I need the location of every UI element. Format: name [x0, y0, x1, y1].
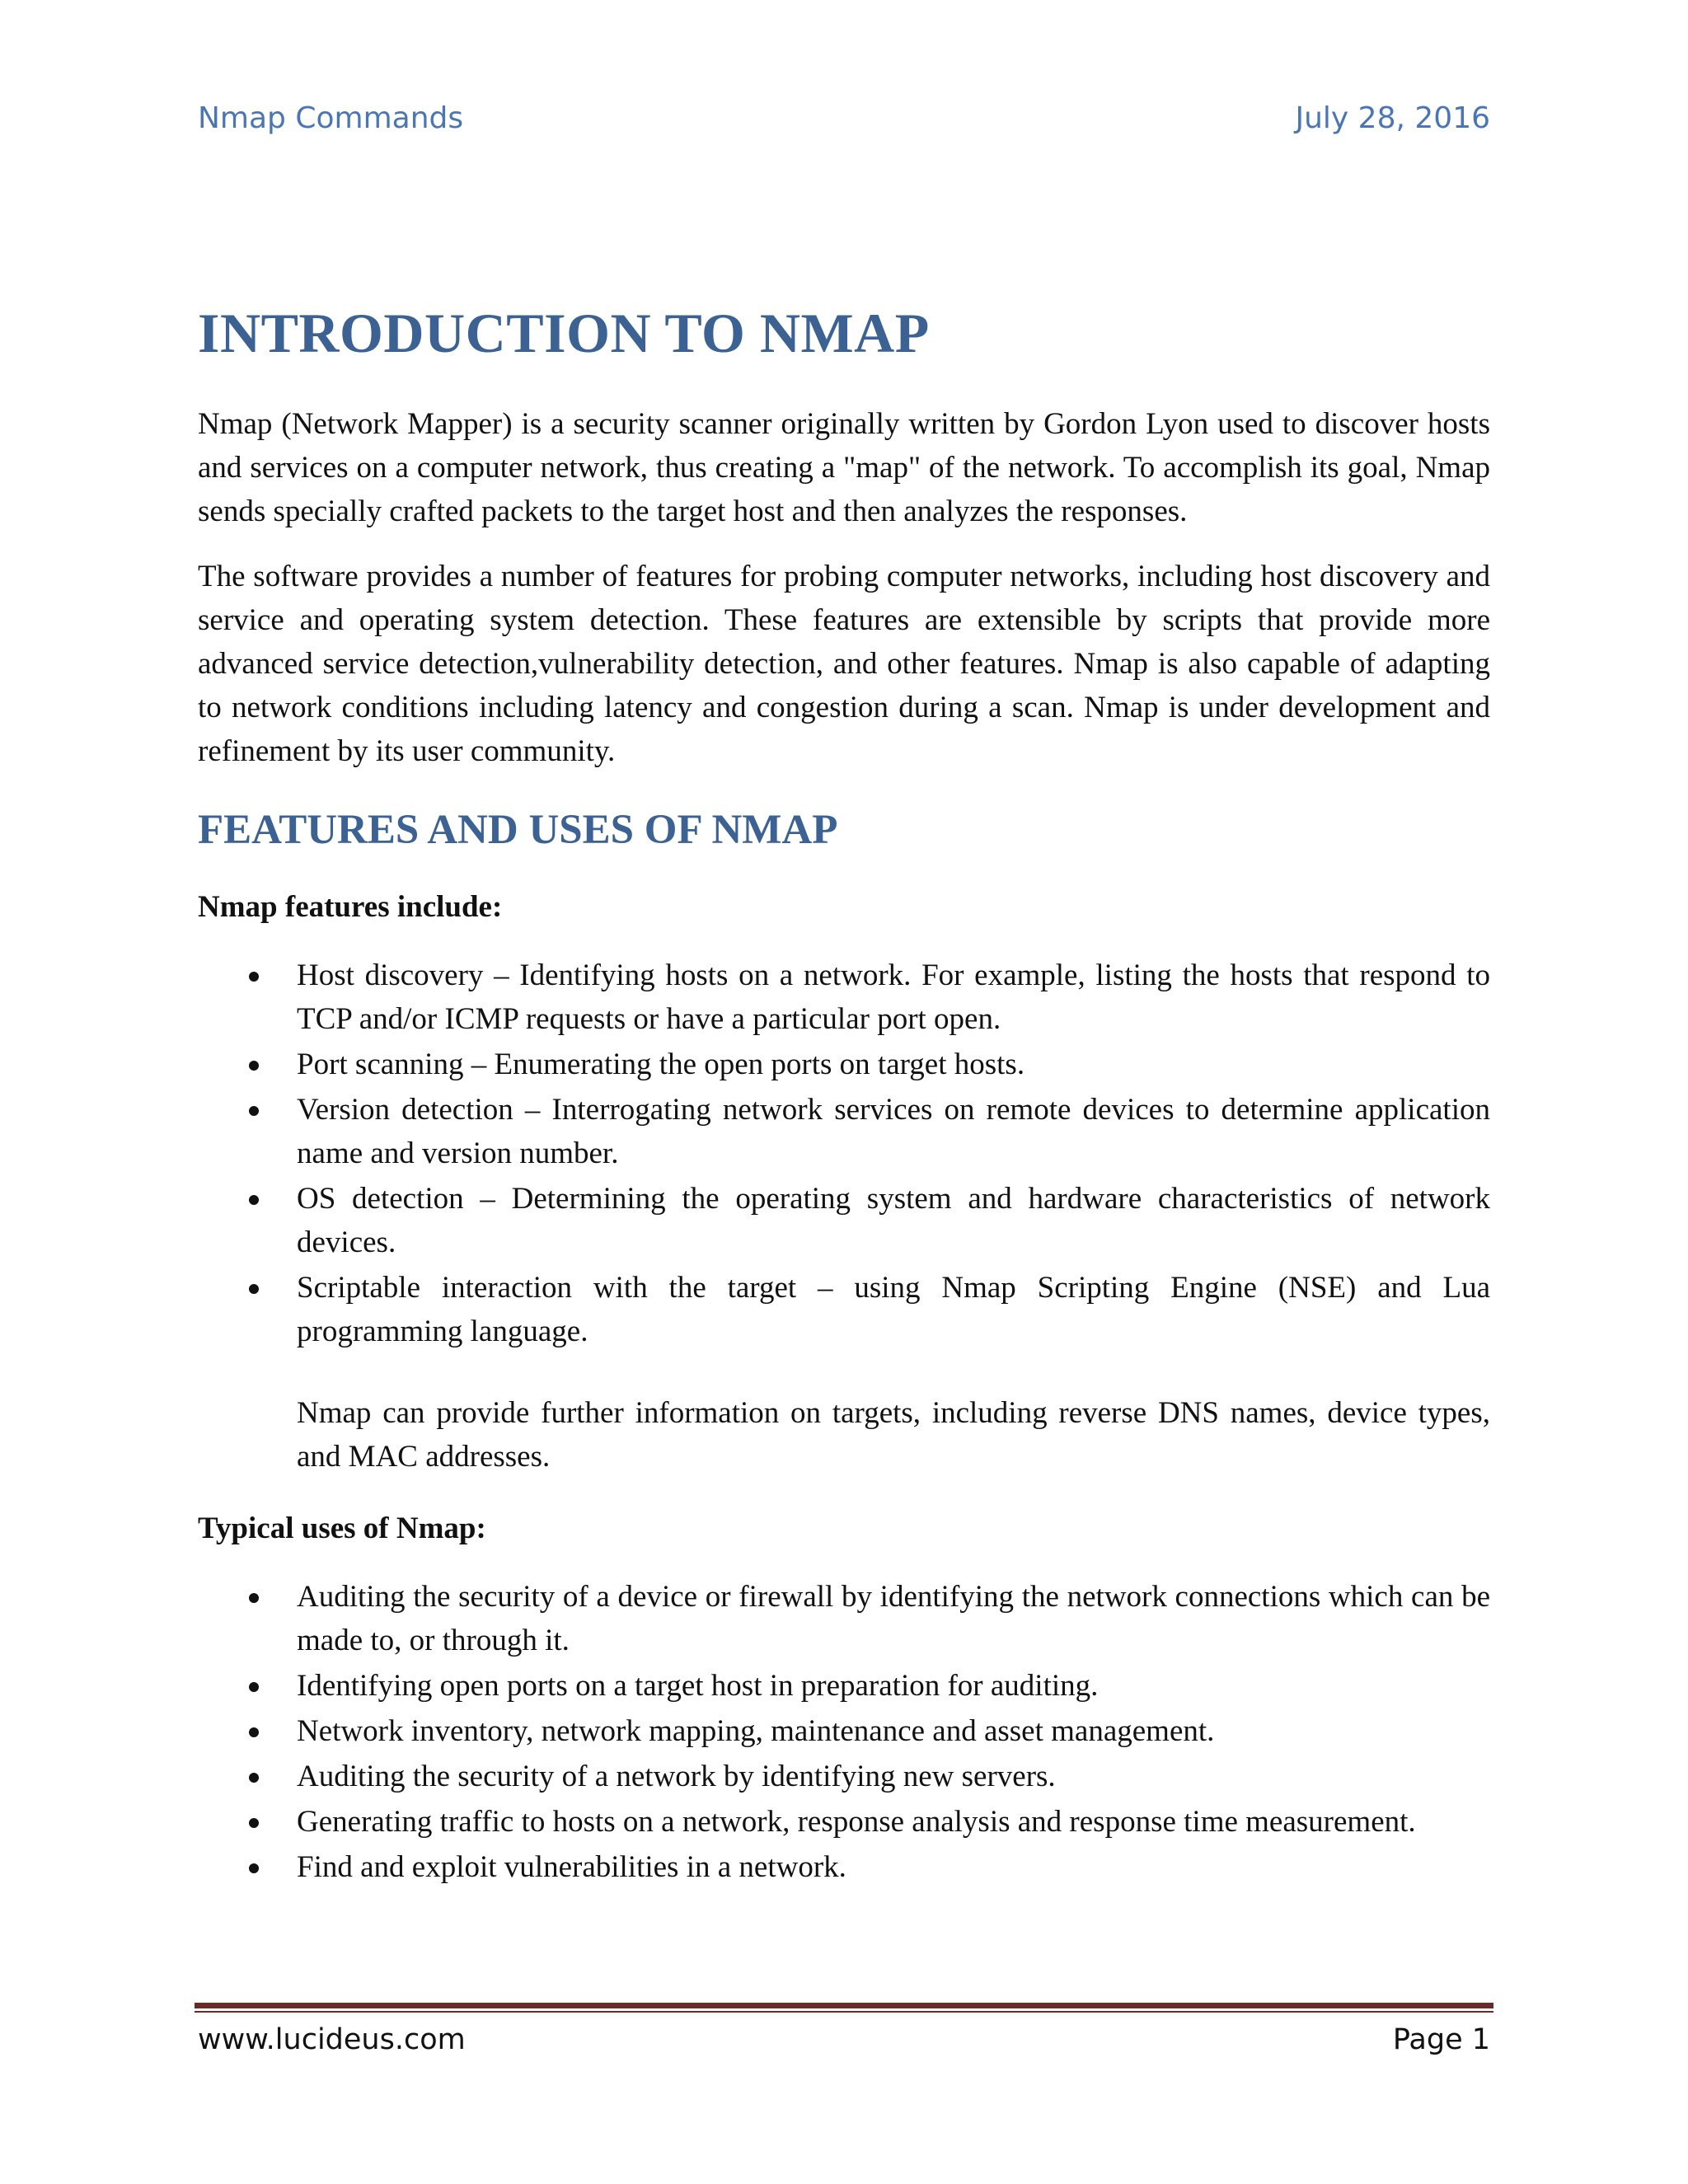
- footer-divider-thick: [195, 2003, 1493, 2008]
- bullet-icon: [249, 972, 259, 982]
- list-item-text: Scriptable interaction with the target – using Nmap Scripting Engine (NSE) and Lua programming language.: [297, 1271, 1490, 1348]
- list-item: [297, 1043, 1490, 1086]
- list-item: [297, 1845, 1490, 1889]
- list-item: [297, 1575, 1490, 1662]
- list-item: [297, 1177, 1490, 1264]
- bullet-icon: [249, 1682, 259, 1692]
- bullet-icon: [249, 1593, 259, 1603]
- bullet-icon: [249, 1818, 259, 1828]
- list-item: [297, 1088, 1490, 1175]
- footer-page-number: Page 1: [1392, 2023, 1490, 2056]
- bullet-icon: [249, 1106, 259, 1116]
- bullet-icon: [249, 1727, 259, 1737]
- bullet-icon: [249, 1863, 259, 1873]
- list-item: [297, 1755, 1490, 1798]
- list-item-text: OS detection – Determining the operating system and hardware characteristics of network devices.: [297, 1182, 1490, 1259]
- bullet-icon: [249, 1195, 259, 1205]
- uses-list: [198, 1575, 1490, 1889]
- list-item-text: Host discovery – Identifying hosts on a network. For example, listing the hosts that respond to TCP and/or ICMP requests or have a particular port open.: [297, 958, 1490, 1036]
- header-date: July 28, 2016: [1295, 101, 1490, 135]
- intro-paragraph-1: Nmap (Network Mapper) is a security scanner originally written by Gordon Lyon used to discover hosts and services on a computer network, thus creating a "map" of the network. To accomplish its goal, Nmap sends specially crafted packets to the target host and then analyzes the responses.: [198, 407, 1490, 528]
- bullet-icon: [249, 1773, 259, 1783]
- list-item-text: Auditing the security of a network by identifying new servers.: [297, 1760, 1056, 1793]
- footer-divider-thin: [195, 2011, 1493, 2013]
- uses-lead: Typical uses of Nmap:: [198, 1511, 486, 1545]
- features-lead: Nmap features include:: [198, 890, 503, 924]
- page-content: [198, 297, 1490, 1910]
- list-item: [297, 1266, 1490, 1353]
- footer-divider: [195, 2003, 1493, 2014]
- list-item-text: Version detection – Interrogating network services on remote devices to determine application name and version number.: [297, 1093, 1490, 1170]
- features-heading: FEATURES AND USES OF NMAP: [198, 807, 838, 853]
- header-document-title: Nmap Commands: [198, 101, 464, 135]
- features-note: Nmap can provide further information on targets, including reverse DNS names, device types, and MAC addresses.: [297, 1396, 1490, 1474]
- page-footer: [198, 2019, 1490, 2060]
- list-item: [297, 1664, 1490, 1708]
- list-item-text: Port scanning – Enumerating the open ports on target hosts.: [297, 1047, 1025, 1081]
- footer-website: www.lucideus.com: [198, 2023, 466, 2056]
- list-item-text: Auditing the security of a device or firewall by identifying the network connections which can be made to, or through it.: [297, 1580, 1490, 1657]
- list-item-text: Identifying open ports on a target host in preparation for auditing.: [297, 1669, 1099, 1703]
- intro-heading: INTRODUCTION TO NMAP: [198, 302, 930, 364]
- list-item-text: Generating traffic to hosts on a network, response analysis and response time measurement.: [297, 1805, 1416, 1839]
- features-list: [198, 954, 1490, 1353]
- list-item: [297, 1709, 1490, 1753]
- list-item-text: Network inventory, network mapping, maintenance and asset management.: [297, 1714, 1215, 1748]
- intro-paragraph-2: The software provides a number of features for probing computer networks, including host discovery and service and operating system detection. These features are extensible by scripts that provide more advanced service detection,vulnerability detection, and other features. Nmap is also capable of adapting to network conditions including latency and congestion during a scan. Nmap is under development and refinement by its user community.: [198, 560, 1490, 768]
- page-header: [198, 97, 1490, 138]
- bullet-icon: [249, 1061, 259, 1071]
- list-item: [297, 1800, 1490, 1844]
- bullet-icon: [249, 1284, 259, 1294]
- list-item-text: Find and exploit vulnerabilities in a network.: [297, 1850, 846, 1884]
- list-item: [297, 954, 1490, 1041]
